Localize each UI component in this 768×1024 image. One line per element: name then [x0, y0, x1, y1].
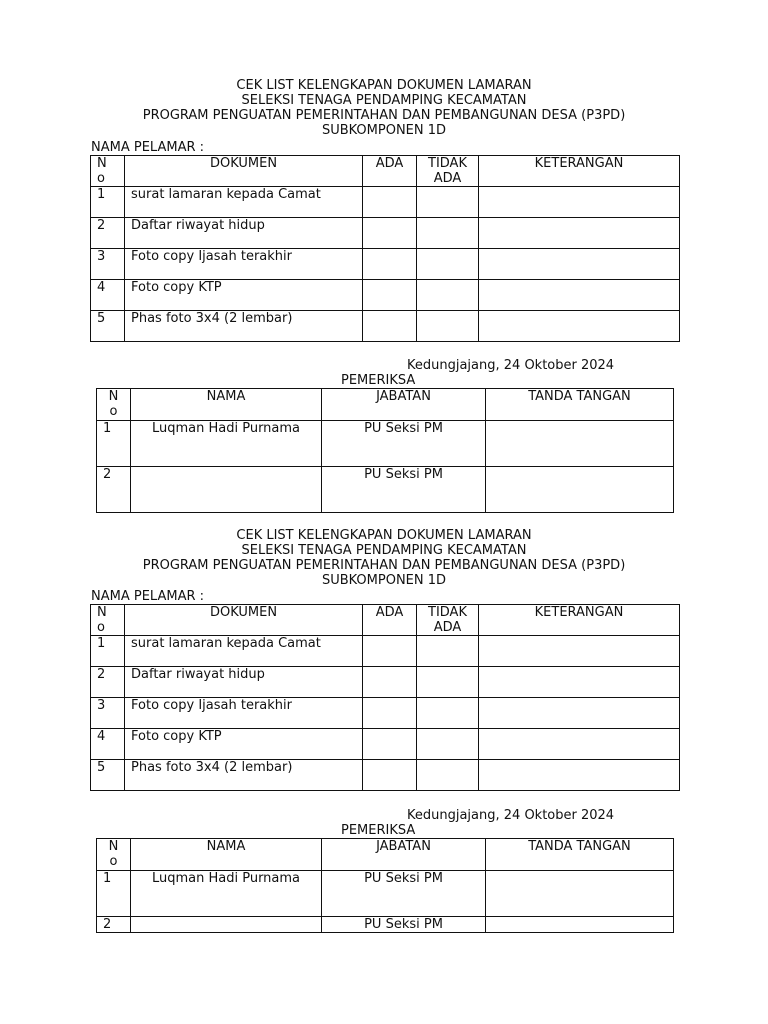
row-dokumen: Foto copy KTP: [125, 729, 363, 760]
tidak-ada-cell[interactable]: [417, 187, 479, 218]
header-dokumen: DOKUMEN: [125, 605, 363, 636]
table-row: [91, 698, 680, 729]
nama-pelamar-label: NAMA PELAMAR :: [91, 140, 205, 155]
pemeriksa-label: PEMERIKSA: [341, 373, 416, 388]
ada-cell[interactable]: [363, 698, 417, 729]
table-header-row: [97, 389, 674, 421]
ada-cell[interactable]: [363, 249, 417, 280]
ada-cell[interactable]: [363, 667, 417, 698]
row-no: 3: [91, 698, 125, 729]
header-no: N o: [97, 839, 131, 871]
row-no: 1: [97, 421, 131, 467]
row-no: 5: [91, 311, 125, 342]
header-no: N o: [91, 156, 125, 187]
row-jabatan: PU Seksi PM: [322, 467, 486, 513]
title-line: SELEKSI TENAGA PENDAMPING KECAMATAN: [241, 543, 527, 558]
signature-cell[interactable]: [486, 871, 674, 917]
row-nama: Luqman Hadi Purnama: [131, 421, 322, 467]
row-no: 5: [91, 760, 125, 791]
table-header-row: [97, 839, 674, 871]
ada-cell[interactable]: [363, 760, 417, 791]
header-nama: NAMA: [131, 389, 322, 421]
row-no: 4: [91, 729, 125, 760]
ada-cell[interactable]: [363, 187, 417, 218]
date-line: Kedungjajang, 24 Oktober 2024: [407, 358, 615, 373]
row-no: 4: [91, 280, 125, 311]
signature-cell[interactable]: [486, 421, 674, 467]
row-nama: [131, 467, 322, 513]
ada-cell[interactable]: [363, 636, 417, 667]
tidak-ada-cell[interactable]: [417, 280, 479, 311]
date-line: Kedungjajang, 24 Oktober 2024: [407, 808, 615, 823]
title-line: SELEKSI TENAGA PENDAMPING KECAMATAN: [241, 93, 527, 108]
table-header-row: [91, 156, 680, 187]
row-dokumen: surat lamaran kepada Camat: [125, 636, 363, 667]
keterangan-cell[interactable]: [479, 311, 680, 342]
document-checklist-table: [90, 604, 680, 791]
tidak-ada-cell[interactable]: [417, 667, 479, 698]
title-line: PROGRAM PENGUATAN PEMERINTAHAN DAN PEMBANGUNAN DESA (P3PD): [142, 558, 626, 573]
row-dokumen: Foto copy Ijasah terakhir: [125, 249, 363, 280]
header-tanda-tangan: TANDA TANGAN: [486, 389, 674, 421]
tidak-ada-cell[interactable]: [417, 729, 479, 760]
header-tidak-ada: TIDAK ADA: [417, 605, 479, 636]
header-tidak-ada: TIDAK ADA: [417, 156, 479, 187]
signature-cell[interactable]: [486, 917, 674, 933]
keterangan-cell[interactable]: [479, 249, 680, 280]
signature-cell[interactable]: [486, 467, 674, 513]
table-row: [97, 871, 674, 917]
table-header-row: [91, 605, 680, 636]
keterangan-cell[interactable]: [479, 187, 680, 218]
header-jabatan: JABATAN: [322, 389, 486, 421]
table-row: [91, 249, 680, 280]
examiner-signature-table: [96, 388, 674, 513]
tidak-ada-cell[interactable]: [417, 760, 479, 791]
row-no: 2: [97, 467, 131, 513]
row-dokumen: Phas foto 3x4 (2 lembar): [125, 760, 363, 791]
keterangan-cell[interactable]: [479, 636, 680, 667]
row-no: 2: [91, 218, 125, 249]
ada-cell[interactable]: [363, 280, 417, 311]
header-nama: NAMA: [131, 839, 322, 871]
title-line: SUBKOMPONEN 1D: [321, 573, 447, 588]
table-row: [97, 467, 674, 513]
row-dokumen: Phas foto 3x4 (2 lembar): [125, 311, 363, 342]
title-line: CEK LIST KELENGKAPAN DOKUMEN LAMARAN: [236, 528, 532, 543]
keterangan-cell[interactable]: [479, 218, 680, 249]
row-dokumen: Daftar riwayat hidup: [125, 667, 363, 698]
form-title: [0, 528, 768, 588]
keterangan-cell[interactable]: [479, 280, 680, 311]
title-line: SUBKOMPONEN 1D: [321, 123, 447, 138]
header-keterangan: KETERANGAN: [479, 156, 680, 187]
keterangan-cell[interactable]: [479, 760, 680, 791]
header-jabatan: JABATAN: [322, 839, 486, 871]
row-no: 2: [97, 917, 131, 933]
title-line: CEK LIST KELENGKAPAN DOKUMEN LAMARAN: [236, 78, 532, 93]
table-row: [97, 917, 674, 933]
pemeriksa-label: PEMERIKSA: [341, 823, 416, 838]
table-row: [91, 729, 680, 760]
table-row: [91, 187, 680, 218]
document-checklist-table: [90, 155, 680, 342]
header-no: N o: [91, 605, 125, 636]
keterangan-cell[interactable]: [479, 667, 680, 698]
row-jabatan: PU Seksi PM: [322, 917, 486, 933]
header-no: N o: [97, 389, 131, 421]
row-dokumen: Foto copy Ijasah terakhir: [125, 698, 363, 729]
nama-pelamar-label: NAMA PELAMAR :: [91, 589, 205, 604]
keterangan-cell[interactable]: [479, 729, 680, 760]
row-no: 1: [91, 187, 125, 218]
row-no: 2: [91, 667, 125, 698]
row-dokumen: surat lamaran kepada Camat: [125, 187, 363, 218]
header-tanda-tangan: TANDA TANGAN: [486, 839, 674, 871]
row-jabatan: PU Seksi PM: [322, 871, 486, 917]
table-row: [91, 280, 680, 311]
keterangan-cell[interactable]: [479, 698, 680, 729]
row-no: 1: [97, 871, 131, 917]
header-ada: ADA: [363, 605, 417, 636]
table-row: [91, 218, 680, 249]
row-nama: Luqman Hadi Purnama: [131, 871, 322, 917]
header-keterangan: KETERANGAN: [479, 605, 680, 636]
title-line: PROGRAM PENGUATAN PEMERINTAHAN DAN PEMBANGUNAN DESA (P3PD): [142, 108, 626, 123]
header-ada: ADA: [363, 156, 417, 187]
table-row: [91, 636, 680, 667]
examiner-signature-table: [96, 838, 674, 933]
header-dokumen: DOKUMEN: [125, 156, 363, 187]
table-row: [91, 760, 680, 791]
ada-cell[interactable]: [363, 729, 417, 760]
table-row: [91, 667, 680, 698]
row-dokumen: Foto copy KTP: [125, 280, 363, 311]
row-jabatan: PU Seksi PM: [322, 421, 486, 467]
tidak-ada-cell[interactable]: [417, 249, 479, 280]
tidak-ada-cell[interactable]: [417, 311, 479, 342]
tidak-ada-cell[interactable]: [417, 218, 479, 249]
tidak-ada-cell[interactable]: [417, 636, 479, 667]
row-nama: [131, 917, 322, 933]
tidak-ada-cell[interactable]: [417, 698, 479, 729]
ada-cell[interactable]: [363, 218, 417, 249]
row-no: 3: [91, 249, 125, 280]
ada-cell[interactable]: [363, 311, 417, 342]
row-no: 1: [91, 636, 125, 667]
table-row: [91, 311, 680, 342]
table-row: [97, 421, 674, 467]
row-dokumen: Daftar riwayat hidup: [125, 218, 363, 249]
form-title: [0, 78, 768, 138]
